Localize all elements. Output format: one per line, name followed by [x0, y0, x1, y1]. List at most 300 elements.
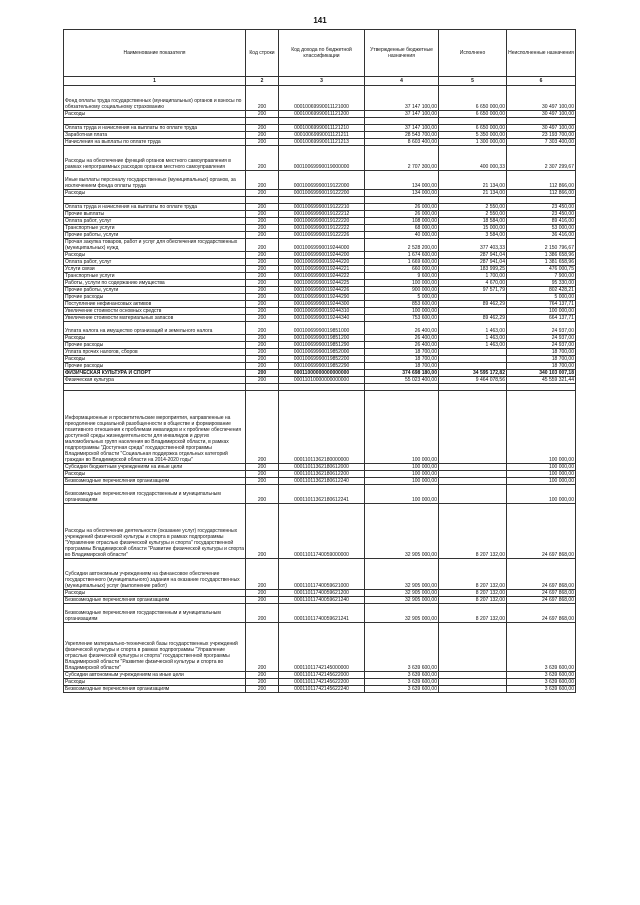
unexecuted-amount: 89 416,00 — [507, 218, 576, 225]
table-row — [64, 478, 576, 485]
table-row — [64, 504, 576, 559]
line-code: 200 — [246, 471, 279, 478]
header-budget-code: Код дохода по бюджетной классификации — [279, 30, 365, 77]
unexecuted-amount: 764 137,71 — [507, 301, 576, 308]
approved-amount: 26 000,00 — [365, 204, 439, 211]
budget-code: 00010069990019122200 — [279, 190, 365, 197]
line-code: 200 — [246, 604, 279, 623]
approved-amount: 26 400,00 — [365, 322, 439, 335]
approved-amount: 2 528 200,00 — [365, 239, 439, 252]
unexecuted-amount: 112 866,00 — [507, 171, 576, 190]
table-row — [64, 301, 576, 308]
line-code: 200 — [246, 111, 279, 118]
budget-code: 00011011362180612000 — [279, 464, 365, 471]
approved-amount: 1 669 600,00 — [365, 259, 439, 266]
table-row — [64, 370, 576, 377]
table-row — [64, 118, 576, 125]
budget-code: 00010069990019852000 — [279, 349, 365, 356]
budget-code: 00010069990019244222 — [279, 273, 365, 280]
executed-amount: 5 350 000,00 — [439, 132, 507, 139]
line-code: 200 — [246, 356, 279, 363]
unexecuted-amount: 2 150 796,67 — [507, 239, 576, 252]
approved-amount: 40 000,00 — [365, 232, 439, 239]
unexecuted-amount: 3 639 600,00 — [507, 672, 576, 679]
executed-amount: 2 550,00 — [439, 204, 507, 211]
unexecuted-amount: 802 428,21 — [507, 287, 576, 294]
unexecuted-amount: 1 381 658,96 — [507, 259, 576, 266]
approved-amount: 32 905 000,00 — [365, 604, 439, 623]
table-row — [64, 225, 576, 232]
unexecuted-amount — [507, 118, 576, 125]
table-row — [64, 384, 576, 391]
line-code: 200 — [246, 623, 279, 672]
line-code: 200 — [246, 349, 279, 356]
unexecuted-amount — [507, 197, 576, 204]
unexecuted-amount: 664 137,71 — [507, 315, 576, 322]
executed-amount — [439, 118, 507, 125]
table-row — [64, 485, 576, 504]
approved-amount: 134 000,00 — [365, 190, 439, 197]
unexecuted-amount: 3 639 600,00 — [507, 686, 576, 693]
budget-code: 00010069990019122210 — [279, 204, 365, 211]
unexecuted-amount: 18 700,00 — [507, 349, 576, 356]
line-code: 200 — [246, 232, 279, 239]
line-code: 200 — [246, 259, 279, 266]
line-code: 200 — [246, 280, 279, 287]
line-code: 200 — [246, 504, 279, 559]
budget-code — [279, 384, 365, 391]
executed-amount — [439, 485, 507, 504]
executed-amount: 1 700,00 — [439, 273, 507, 280]
budget-code — [279, 118, 365, 125]
row-name: Безвозмездные перечисления организациям — [64, 478, 246, 485]
unexecuted-amount: 100 000,00 — [507, 391, 576, 464]
table-row — [64, 132, 576, 139]
table-row — [64, 322, 576, 335]
executed-amount: 97 571,79 — [439, 287, 507, 294]
executed-amount: 9 464 078,56 — [439, 377, 507, 384]
approved-amount: 108 000,00 — [365, 218, 439, 225]
table-row — [64, 218, 576, 225]
row-name: Уплата налога на имущество организаций и земельного налога — [64, 322, 246, 335]
row-name: Расходы — [64, 111, 246, 118]
line-code: 200 — [246, 190, 279, 197]
unexecuted-amount: 1 386 658,96 — [507, 252, 576, 259]
line-code: 200 — [246, 146, 279, 171]
row-name: Расходы — [64, 190, 246, 197]
line-code: 200 — [246, 590, 279, 597]
executed-amount: 6 650 000,00 — [439, 111, 507, 118]
row-name: Расходы — [64, 356, 246, 363]
budget-code: 00011000000000000000 — [279, 370, 365, 377]
table-row — [64, 86, 576, 111]
unexecuted-amount: 100 000,00 — [507, 464, 576, 471]
line-code — [246, 197, 279, 204]
table-row — [64, 363, 576, 370]
executed-amount: 1 463,00 — [439, 322, 507, 335]
approved-amount: 3 639 600,00 — [365, 672, 439, 679]
budget-code — [279, 197, 365, 204]
budget-code: 00010069990019851200 — [279, 335, 365, 342]
unexecuted-amount: 3 639 600,00 — [507, 623, 576, 672]
executed-amount: 8 207 132,00 — [439, 504, 507, 559]
approved-amount: 5 000,00 — [365, 294, 439, 301]
approved-amount: 374 698 180,00 — [365, 370, 439, 377]
budget-code: 00011011740059621241 — [279, 604, 365, 623]
table-row — [64, 597, 576, 604]
unexecuted-amount: 24 697 868,00 — [507, 590, 576, 597]
row-name: Прочие работы, услуги — [64, 232, 246, 239]
executed-amount — [439, 672, 507, 679]
table-row — [64, 280, 576, 287]
executed-amount: 287 941,04 — [439, 259, 507, 266]
approved-amount: 9 600,00 — [365, 273, 439, 280]
row-name: Оплата труда и начисления на выплаты по оплате труда — [64, 125, 246, 132]
table-row — [64, 623, 576, 672]
row-name — [64, 197, 246, 204]
line-code: 200 — [246, 204, 279, 211]
row-name: Информационные и просветительские мероприятия, направленные на преодоление социальной разобщенности в обществе и формирование позитивного отношения к проблемам инвалидов и к проблеме обеспечения доступной среды жизнедеятельности для инвалидов и других маломобильных групп населения во Владимирской области, в рамках подпрограммы "Доступная среда" государственной программы Владимирской области "Социальная поддержка отдельных категорий граждан во Владимирской области на 2014-2020 годы" — [64, 391, 246, 464]
column-number: 6 — [507, 77, 576, 86]
approved-amount: 26 400,00 — [365, 342, 439, 349]
budget-code: 00010069990019244000 — [279, 239, 365, 252]
executed-amount: 15 000,00 — [439, 225, 507, 232]
table-row — [64, 679, 576, 686]
unexecuted-amount: 112 866,00 — [507, 190, 576, 197]
approved-amount: 1 674 600,00 — [365, 252, 439, 259]
approved-amount: 2 707 300,00 — [365, 146, 439, 171]
header-executed: Исполнено — [439, 30, 507, 77]
table-row — [64, 604, 576, 623]
budget-code: 00010069990011121211 — [279, 132, 365, 139]
line-code: 200 — [246, 363, 279, 370]
column-number: 4 — [365, 77, 439, 86]
row-name: Заработная плата — [64, 132, 246, 139]
approved-amount: 100 000,00 — [365, 485, 439, 504]
table-row — [64, 356, 576, 363]
row-name: Прочие работы, услуги — [64, 287, 246, 294]
column-number: 3 — [279, 77, 365, 86]
budget-code: 00010069990019122226 — [279, 232, 365, 239]
header-unexecuted: Неисполненные назначения — [507, 30, 576, 77]
executed-amount — [439, 464, 507, 471]
approved-amount: 900 000,00 — [365, 287, 439, 294]
unexecuted-amount: 24 697 868,00 — [507, 597, 576, 604]
table-row — [64, 125, 576, 132]
unexecuted-amount: 23 193 700,00 — [507, 132, 576, 139]
budget-code: 00010069990011121200 — [279, 111, 365, 118]
table-header-row — [64, 30, 576, 77]
budget-code: 00011011742145622240 — [279, 686, 365, 693]
unexecuted-amount: 5 000,00 — [507, 294, 576, 301]
row-name: Расходы — [64, 471, 246, 478]
budget-code: 00010069990019244200 — [279, 252, 365, 259]
line-code: 200 — [246, 335, 279, 342]
table-row — [64, 464, 576, 471]
executed-amount — [439, 308, 507, 315]
executed-amount: 1 463,00 — [439, 342, 507, 349]
approved-amount: 3 639 600,00 — [365, 679, 439, 686]
unexecuted-amount: 3 639 600,00 — [507, 679, 576, 686]
approved-amount: 753 600,00 — [365, 315, 439, 322]
unexecuted-amount: 18 700,00 — [507, 363, 576, 370]
line-code: 200 — [246, 301, 279, 308]
budget-code: 00010069990019244226 — [279, 287, 365, 294]
budget-code: 00010069990019244220 — [279, 259, 365, 266]
executed-amount: 6 650 000,00 — [439, 86, 507, 111]
approved-amount: 32 905 000,00 — [365, 559, 439, 590]
header-approved: Утвержденные бюджетные назначения — [365, 30, 439, 77]
executed-amount — [439, 471, 507, 478]
budget-code: 00011011362180000000 — [279, 391, 365, 464]
unexecuted-amount: 18 700,00 — [507, 356, 576, 363]
line-code: 200 — [246, 225, 279, 232]
budget-code: 00010069990019244221 — [279, 266, 365, 273]
unexecuted-amount: 100 000,00 — [507, 478, 576, 485]
line-code: 200 — [246, 132, 279, 139]
unexecuted-amount: 24 697 868,00 — [507, 604, 576, 623]
unexecuted-amount: 36 416,00 — [507, 232, 576, 239]
unexecuted-amount: 24 937,00 — [507, 342, 576, 349]
row-name — [64, 118, 246, 125]
line-code: 200 — [246, 252, 279, 259]
table-row — [64, 239, 576, 252]
budget-execution-table — [63, 29, 576, 693]
executed-amount: 21 134,00 — [439, 190, 507, 197]
line-code: 200 — [246, 218, 279, 225]
table-row — [64, 259, 576, 266]
approved-amount: 100 000,00 — [365, 471, 439, 478]
row-name: Транспортные услуги — [64, 273, 246, 280]
row-name: Транспортные услуги — [64, 225, 246, 232]
row-name: Прочая закупка товаров, работ и услуг для обеспечения государственных (муниципальных) нужд — [64, 239, 246, 252]
line-code: 200 — [246, 391, 279, 464]
approved-amount: 134 000,00 — [365, 171, 439, 190]
line-code: 200 — [246, 171, 279, 190]
executed-amount: 89 462,29 — [439, 301, 507, 308]
approved-amount: 100 000,00 — [365, 478, 439, 485]
approved-amount: 26 400,00 — [365, 335, 439, 342]
table-row — [64, 190, 576, 197]
unexecuted-amount: 7 900,00 — [507, 273, 576, 280]
table-row — [64, 559, 576, 590]
executed-amount: 1 300 000,00 — [439, 139, 507, 146]
budget-code: 00010069990019851290 — [279, 342, 365, 349]
table-row — [64, 197, 576, 204]
table-row — [64, 377, 576, 384]
executed-amount: 34 595 172,82 — [439, 370, 507, 377]
unexecuted-amount: 24 937,00 — [507, 322, 576, 335]
budget-code: 00010069990019852290 — [279, 363, 365, 370]
unexecuted-amount: 53 000,00 — [507, 225, 576, 232]
table-row — [64, 315, 576, 322]
approved-amount: 100 000,00 — [365, 391, 439, 464]
table-body — [64, 86, 576, 693]
table-row — [64, 391, 576, 464]
line-code: 200 — [246, 294, 279, 301]
row-name — [64, 384, 246, 391]
executed-amount: 183 999,25 — [439, 266, 507, 273]
budget-code: 00011010000000000000 — [279, 377, 365, 384]
executed-amount — [439, 391, 507, 464]
unexecuted-amount: 30 497 100,00 — [507, 111, 576, 118]
budget-code: 00010069990011121000 — [279, 86, 365, 111]
budget-code: 00011011362180612200 — [279, 471, 365, 478]
executed-amount: 8 207 132,00 — [439, 590, 507, 597]
executed-amount — [439, 679, 507, 686]
line-code: 200 — [246, 86, 279, 111]
table-row — [64, 342, 576, 349]
approved-amount: 37 147 100,00 — [365, 111, 439, 118]
budget-code: 00011011742145622000 — [279, 672, 365, 679]
approved-amount: 853 600,00 — [365, 301, 439, 308]
approved-amount: 37 147 100,00 — [365, 86, 439, 111]
budget-code: 00010069990019000000 — [279, 146, 365, 171]
row-name: Расходы — [64, 252, 246, 259]
executed-amount — [439, 686, 507, 693]
executed-amount — [439, 363, 507, 370]
row-name: Расходы — [64, 590, 246, 597]
table-row — [64, 308, 576, 315]
approved-amount: 100 000,00 — [365, 464, 439, 471]
executed-amount: 8 207 132,00 — [439, 597, 507, 604]
line-code: 200 — [246, 139, 279, 146]
unexecuted-amount: 23 450,00 — [507, 211, 576, 218]
executed-amount: 18 584,00 — [439, 218, 507, 225]
line-code: 200 — [246, 679, 279, 686]
unexecuted-amount — [507, 384, 576, 391]
unexecuted-amount: 95 330,00 — [507, 280, 576, 287]
budget-code: 00011011362180612240 — [279, 478, 365, 485]
unexecuted-amount: 100 000,00 — [507, 471, 576, 478]
table-row — [64, 471, 576, 478]
executed-amount: 3 584,00 — [439, 232, 507, 239]
column-number: 2 — [246, 77, 279, 86]
line-code: 200 — [246, 266, 279, 273]
column-number: 1 — [64, 77, 246, 86]
executed-amount — [439, 623, 507, 672]
line-code: 200 — [246, 315, 279, 322]
budget-code: 00010069990019244300 — [279, 301, 365, 308]
unexecuted-amount: 100 000,00 — [507, 485, 576, 504]
executed-amount: 287 941,04 — [439, 252, 507, 259]
table-row — [64, 349, 576, 356]
line-code: 200 — [246, 478, 279, 485]
executed-amount: 4 670,00 — [439, 280, 507, 287]
header-line-code: Код строки — [246, 30, 279, 77]
table-row — [64, 294, 576, 301]
approved-amount: 55 023 400,00 — [365, 377, 439, 384]
row-name: Поступление нефинансовых активов — [64, 301, 246, 308]
row-name: Прочие расходы — [64, 363, 246, 370]
executed-amount: 400 000,33 — [439, 146, 507, 171]
approved-amount: 32 905 000,00 — [365, 504, 439, 559]
budget-code: 00010069990019244225 — [279, 280, 365, 287]
column-number: 5 — [439, 77, 507, 86]
approved-amount: 8 603 400,00 — [365, 139, 439, 146]
budget-code: 00010069990019852200 — [279, 356, 365, 363]
executed-amount — [439, 356, 507, 363]
approved-amount: 32 905 000,00 — [365, 597, 439, 604]
line-code: 200 — [246, 211, 279, 218]
executed-amount: 89 462,29 — [439, 315, 507, 322]
unexecuted-amount: 23 450,00 — [507, 204, 576, 211]
line-code: 200 — [246, 377, 279, 384]
unexecuted-amount: 24 697 868,00 — [507, 504, 576, 559]
line-code: 200 — [246, 239, 279, 252]
budget-code: 00011011362180612241 — [279, 485, 365, 504]
column-number-row — [64, 77, 576, 86]
row-name: Расходы — [64, 679, 246, 686]
budget-code: 00010069990019851000 — [279, 322, 365, 335]
table-row — [64, 232, 576, 239]
line-code: 200 — [246, 559, 279, 590]
table-row — [64, 273, 576, 280]
approved-amount: 18 700,00 — [365, 356, 439, 363]
row-name: Прочие расходы — [64, 294, 246, 301]
row-name: Физическая культура — [64, 377, 246, 384]
executed-amount: 2 550,00 — [439, 211, 507, 218]
approved-amount: 100 000,00 — [365, 280, 439, 287]
table-row — [64, 686, 576, 693]
row-name: Начисления на выплаты по оплате труда — [64, 139, 246, 146]
budget-code: 00011011740059621200 — [279, 590, 365, 597]
budget-code: 00010069990019122000 — [279, 171, 365, 190]
approved-amount — [365, 384, 439, 391]
unexecuted-amount: 45 559 321,44 — [507, 377, 576, 384]
budget-code: 00010069990019244290 — [279, 294, 365, 301]
table-row — [64, 672, 576, 679]
approved-amount: 660 000,00 — [365, 266, 439, 273]
budget-code: 00010069990019244310 — [279, 308, 365, 315]
budget-code: 00010069990019122212 — [279, 211, 365, 218]
unexecuted-amount: 24 697 868,00 — [507, 559, 576, 590]
executed-amount — [439, 349, 507, 356]
line-code: 200 — [246, 686, 279, 693]
unexecuted-amount: 24 937,00 — [507, 335, 576, 342]
unexecuted-amount: 7 303 400,00 — [507, 139, 576, 146]
line-code: 200 — [246, 464, 279, 471]
line-code: 200 — [246, 672, 279, 679]
budget-code: 00010069990019244340 — [279, 315, 365, 322]
unexecuted-amount: 100 000,00 — [507, 308, 576, 315]
row-name: Увеличение стоимости материальных запасов — [64, 315, 246, 322]
row-name: Расходы на обеспечение деятельности (оказание услуг) государственных учреждений физической культуры и спорта в рамках подпрограммы "Управление отраслью физической культуры и спорта" государственной программы Владимирской области "Развитие физической культуры и спорта во Владимирской области" — [64, 504, 246, 559]
line-code: 200 — [246, 125, 279, 132]
executed-amount: 377 403,33 — [439, 239, 507, 252]
row-name: Фонд оплаты труда государственных (муниципальных) органов и взносы по обязательному социальному страхованию — [64, 86, 246, 111]
budget-code: 00011011740059621000 — [279, 559, 365, 590]
budget-code: 00011011742145000000 — [279, 623, 365, 672]
row-name: Оплата труда и начисления на выплаты по оплате труда — [64, 204, 246, 211]
unexecuted-amount: 476 000,75 — [507, 266, 576, 273]
row-name: Работы, услуги по содержанию имущества — [64, 280, 246, 287]
approved-amount: 32 905 000,00 — [365, 590, 439, 597]
budget-code: 00011011742145622200 — [279, 679, 365, 686]
executed-amount: 21 134,00 — [439, 171, 507, 190]
page-number: 141 — [313, 16, 327, 25]
approved-amount: 3 639 600,00 — [365, 686, 439, 693]
budget-code: 00010069990019122222 — [279, 225, 365, 232]
row-name: ФИЗИЧЕСКАЯ КУЛЬТУРА И СПОРТ — [64, 370, 246, 377]
table-row — [64, 590, 576, 597]
table-row — [64, 146, 576, 171]
line-code: 200 — [246, 308, 279, 315]
line-code: 200 — [246, 322, 279, 335]
approved-amount: 26 000,00 — [365, 211, 439, 218]
row-name: Расходы — [64, 335, 246, 342]
approved-amount: 28 543 700,00 — [365, 132, 439, 139]
